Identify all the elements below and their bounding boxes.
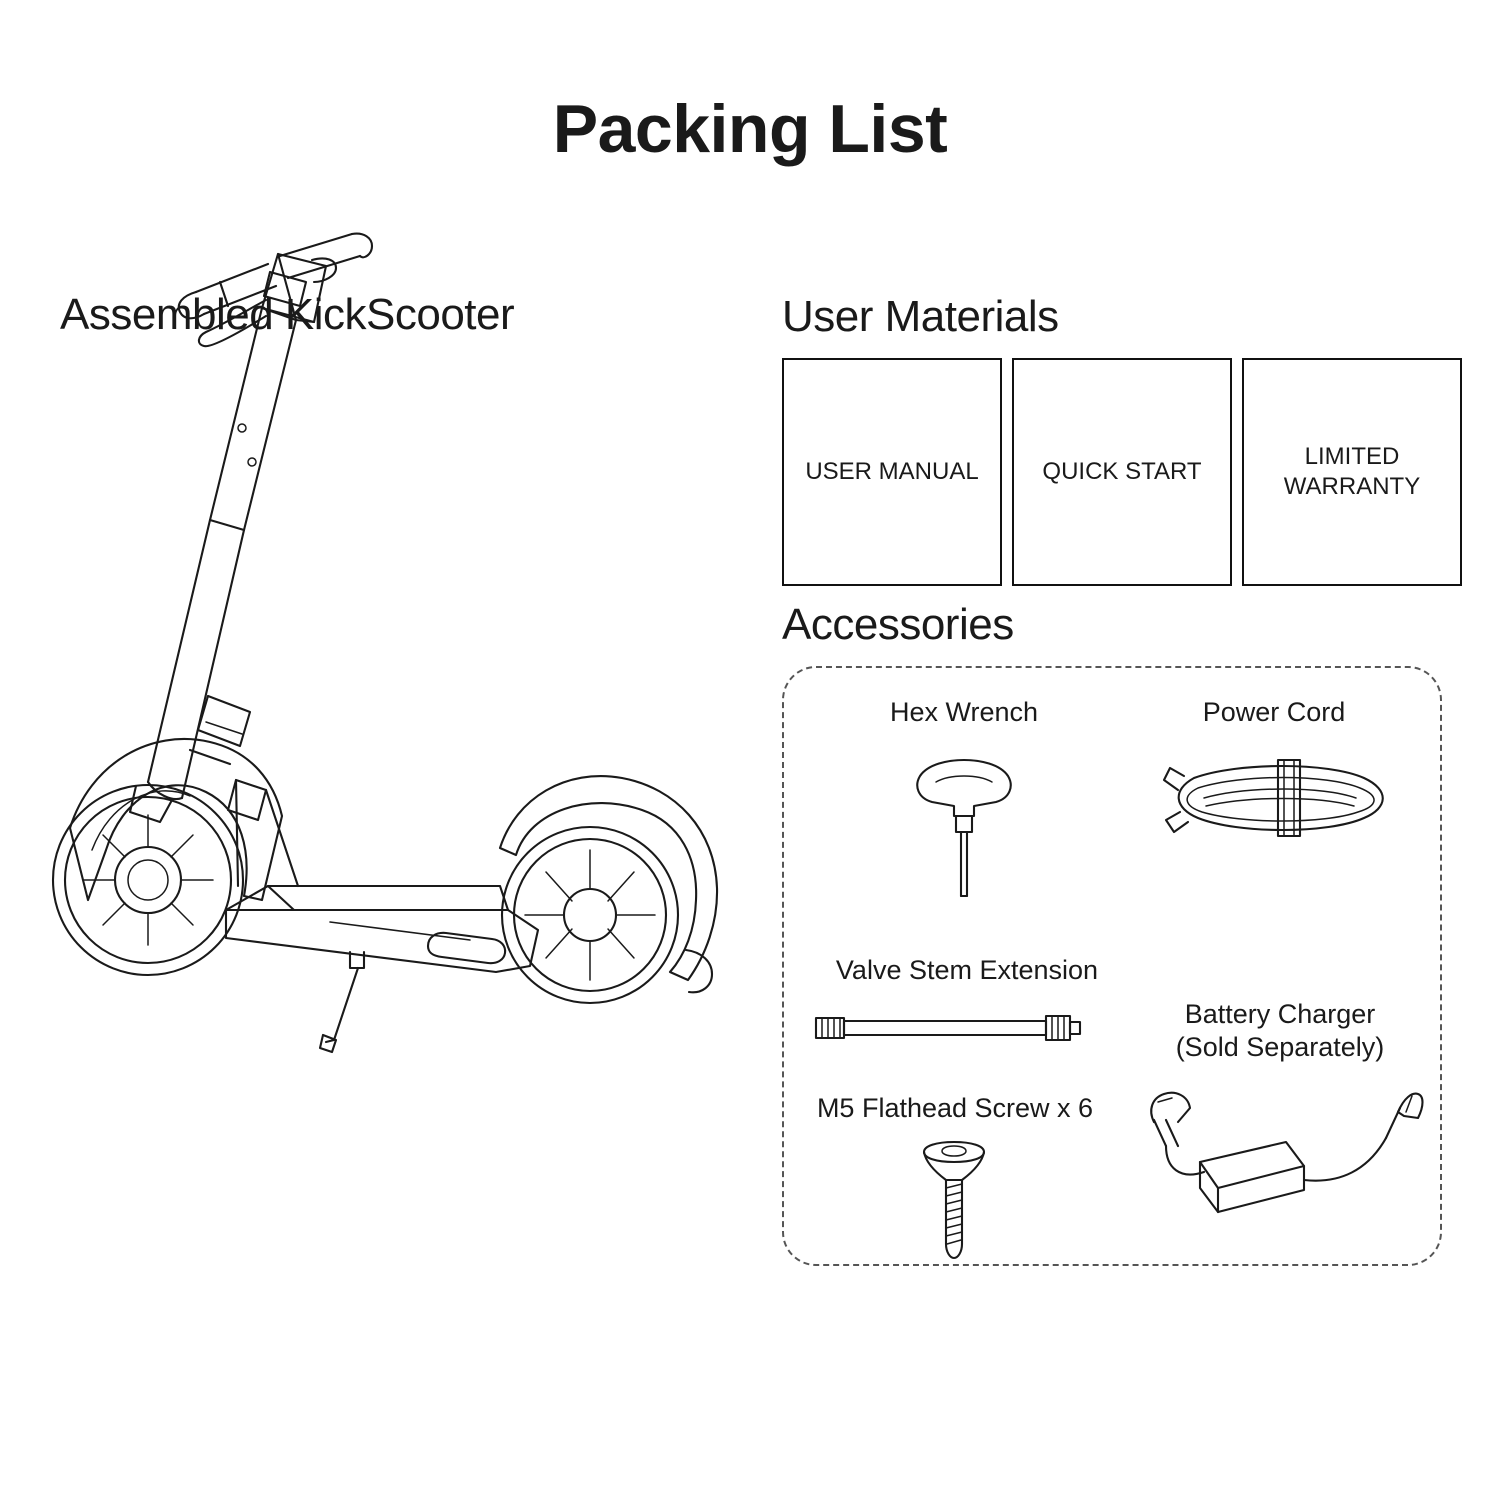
user-materials-section bbox=[782, 292, 1462, 586]
battery-charger-label-group bbox=[1130, 998, 1430, 1064]
hex-wrench-label: Hex Wrench bbox=[889, 697, 1039, 727]
user-manual-label: USER MANUAL bbox=[805, 458, 979, 485]
kickscooter-icon bbox=[30, 110, 730, 1010]
battery-charger-icon bbox=[1132, 1076, 1432, 1256]
valve-stem-extension-label: Valve Stem Extension bbox=[835, 955, 1099, 985]
valve-stem-extension-icon bbox=[808, 1004, 1088, 1054]
power-cord-label: Power Cord bbox=[1202, 697, 1346, 727]
accessories-heading: Accessories bbox=[782, 600, 1014, 649]
battery-charger-label: Battery Charger bbox=[1184, 999, 1376, 1029]
hex-wrench-icon bbox=[884, 746, 1044, 906]
flathead-screw-icon bbox=[904, 1140, 1004, 1260]
battery-charger-sublabel: (Sold Separately) bbox=[1175, 1031, 1385, 1062]
page-title: Packing List bbox=[552, 91, 948, 167]
quick-start-label: QUICK START bbox=[1042, 458, 1202, 485]
user-manual-card bbox=[782, 358, 1002, 586]
limited-warranty-card bbox=[1242, 358, 1462, 586]
user-materials-list bbox=[782, 358, 1462, 586]
quick-start-card bbox=[1012, 358, 1232, 586]
assembled-kickscooter-heading: Assembled KickScooter bbox=[60, 290, 515, 339]
accessories-section bbox=[782, 600, 1462, 1266]
limited-warranty-label: LIMITED WARRANTY bbox=[1283, 443, 1421, 500]
user-materials-heading: User Materials bbox=[782, 292, 1059, 341]
accessories-box bbox=[782, 666, 1442, 1266]
m5-flathead-screw-label: M5 Flathead Screw x 6 bbox=[816, 1093, 1094, 1123]
power-cord-icon bbox=[1158, 752, 1408, 872]
